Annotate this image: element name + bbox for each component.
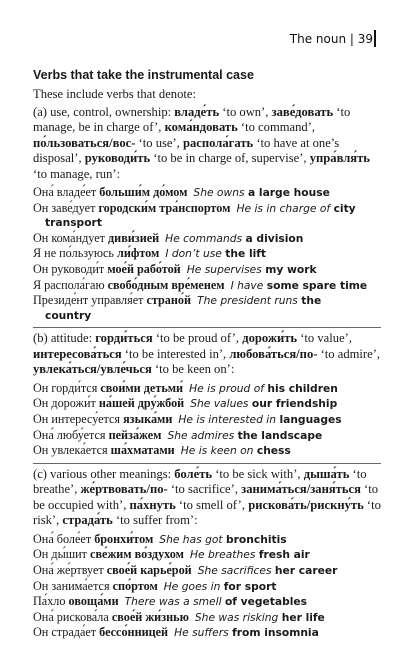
english-translation: She owns: [193, 186, 248, 199]
english-highlight: his children: [267, 381, 338, 395]
example-sentence: [33, 185, 381, 201]
russian-text: Она́ любу́ется: [33, 427, 109, 442]
description-text: ‘to: [349, 466, 367, 481]
english-translation: He breathes: [189, 548, 259, 562]
description-text: ‘to value’,: [297, 331, 352, 346]
example-sentence: [33, 547, 381, 563]
english-highlight: our friendship: [251, 397, 338, 411]
example-sentence: [33, 278, 381, 294]
description-line: [33, 167, 381, 183]
section-b-examples: [33, 381, 381, 459]
description-line: [33, 513, 381, 529]
example-sentence: [33, 594, 381, 610]
description-text: ‘to own’,: [219, 104, 272, 119]
description-text: (b) attitude:: [33, 331, 96, 346]
description-text: ‘to be in charge of, supervise’,: [150, 151, 310, 165]
verb-term: боле́ть: [174, 466, 213, 481]
example-sentence: [33, 262, 381, 278]
english-highlight: for sport: [223, 579, 277, 593]
example-sentence: [33, 443, 381, 459]
russian-text: Она́ владе́ет: [33, 185, 100, 199]
description-text: ‘to be sick with’,: [212, 466, 304, 481]
english-highlight: languages: [279, 413, 342, 427]
section-divider: [33, 327, 381, 328]
description-line: [33, 362, 381, 378]
verb-term: руководи́ть: [84, 151, 151, 165]
example-sentence: [33, 579, 381, 595]
english-translation: He is proud of: [189, 381, 268, 395]
description-text: ‘to admire’,: [317, 346, 381, 361]
english-translation: He suffers: [174, 626, 233, 640]
description-text: (a) use, control, ownership:: [33, 104, 175, 119]
russian-text: Он дорожи́т: [33, 396, 99, 411]
description-line: [33, 120, 381, 136]
description-text: ‘to: [363, 497, 381, 512]
description-line: [33, 105, 381, 121]
section-heading: Verbs that take the instrumental case: [33, 68, 254, 82]
verb-term: кома́ндовать: [164, 120, 238, 134]
description-text: manage, be in charge of’,: [33, 120, 165, 134]
russian-text: Я распола́гаю: [33, 277, 108, 292]
section-c: [33, 467, 381, 641]
verb-term: увлека́ться/увле́чься: [33, 362, 152, 377]
verb-term: любова́ться/по-: [229, 346, 318, 361]
english-highlight-continued: country: [45, 308, 92, 322]
english-translation: He supervises: [186, 262, 266, 276]
section-c-description: [33, 467, 381, 529]
example-sentence: [33, 610, 381, 626]
english-highlight: some spare time: [266, 278, 368, 292]
section-c-examples: [33, 532, 381, 641]
example-sentence: [33, 625, 381, 641]
description-text: breathe’,: [33, 482, 81, 497]
description-text: ‘to command’,: [237, 120, 316, 134]
english-translation: I have: [230, 278, 267, 292]
description-text: ‘to be keen on’:: [151, 362, 235, 377]
russian-text: Он ды́шит: [33, 547, 91, 562]
english-translation: She has got: [159, 532, 227, 546]
description-text: ‘to sacrifice’,: [167, 482, 242, 497]
russian-text: Она́ боле́ет: [33, 531, 95, 546]
russian-instrumental: свое́й жи́знью: [111, 609, 189, 624]
english-highlight: a large house: [247, 186, 330, 199]
example-sentence: [33, 381, 381, 397]
russian-instrumental: овоща́ми: [68, 594, 119, 609]
english-highlight-continued: transport: [45, 216, 102, 230]
verb-term: горди́ться: [95, 331, 153, 346]
verb-term: рискова́ть/рискну́ть: [248, 497, 364, 512]
verb-term: интересова́ться: [33, 346, 122, 361]
russian-text: Он увлека́ется: [33, 443, 111, 458]
section-divider: [33, 463, 381, 464]
russian-instrumental: свои́ми детьми́: [100, 380, 184, 395]
verb-term: по́льзоваться/вос-: [33, 135, 136, 150]
english-translation: He is keen on: [180, 444, 257, 458]
verb-term: па́хнуть: [129, 497, 176, 512]
russian-text: Он страда́ет: [33, 625, 100, 640]
russian-text: Он заве́дует: [33, 200, 99, 215]
description-text: (c) various other meanings:: [33, 466, 175, 481]
description-text: disposal’,: [33, 151, 85, 165]
description-text: be occupied with’,: [33, 497, 130, 512]
example-sentence: [33, 293, 381, 323]
russian-instrumental: пейза́жем: [108, 427, 162, 442]
english-highlight: from insomnia: [232, 626, 319, 640]
russian-instrumental: страно́й: [146, 293, 192, 308]
russian-text: Я не по́льзуюсь: [33, 246, 118, 261]
english-translation: He goes in: [163, 579, 224, 593]
russian-instrumental: диви́зией: [108, 230, 160, 245]
russian-instrumental: на́шей дру́жбой: [98, 396, 185, 411]
example-sentence: [33, 231, 381, 247]
example-sentence: [33, 412, 381, 428]
verb-term: распола́гать: [182, 135, 254, 150]
example-sentence: [33, 201, 381, 231]
description-text: ‘to be proud of’,: [152, 331, 243, 346]
russian-instrumental: мое́й рабо́той: [107, 261, 181, 276]
russian-text: Он занима́ется: [33, 578, 113, 593]
example-sentence: [33, 246, 381, 262]
english-translation: The president runs: [197, 294, 302, 308]
verb-term: же́ртвовать/по-: [80, 482, 168, 497]
english-highlight: my work: [265, 262, 317, 276]
english-highlight: fresh air: [258, 548, 310, 562]
english-translation: She was risking: [194, 610, 282, 624]
verb-term: занима́ться/заня́ться: [241, 482, 361, 497]
section-a: [33, 105, 381, 324]
english-translation: I don’t use: [165, 247, 226, 261]
verb-term: владе́ть: [174, 104, 220, 119]
description-line: [33, 151, 381, 167]
russian-instrumental: ша́хматами: [110, 443, 175, 458]
english-translation: She sacrifices: [197, 564, 275, 577]
russian-text: Она́ же́ртвует: [33, 563, 107, 577]
russian-instrumental: больши́м до́мом: [99, 185, 188, 199]
english-translation: There was a smell: [124, 595, 225, 609]
english-highlight: her career: [274, 564, 338, 577]
russian-instrumental: языка́ми: [123, 412, 173, 427]
verb-term: дорожи́ть: [242, 331, 298, 346]
section-b: [33, 331, 381, 458]
description-text: ‘to manage, run’:: [33, 166, 121, 181]
english-translation: He is interested in: [178, 413, 280, 427]
verb-term: упра́вля́ть: [309, 151, 370, 165]
section-a-description: [33, 105, 381, 183]
running-head-rule: [374, 30, 376, 47]
english-translation: She values: [190, 397, 252, 411]
section-a-examples: [33, 185, 381, 323]
description-line: [33, 467, 381, 483]
description-line: [33, 347, 381, 363]
russian-instrumental: спо́ртом: [112, 578, 158, 593]
russian-instrumental: бронхи́том: [94, 531, 154, 546]
description-line: [33, 331, 381, 347]
english-translation: She admires: [167, 428, 238, 442]
description-text: ‘to use’,: [135, 135, 183, 150]
russian-instrumental: ли́фтом: [117, 246, 160, 261]
russian-text: Он горди́тся: [33, 380, 101, 395]
english-highlight: a division: [245, 231, 304, 245]
english-highlight: bronchitis: [226, 532, 287, 546]
description-text: risk’,: [33, 513, 63, 528]
english-translation: He is in charge of: [236, 201, 334, 215]
russian-instrumental: све́жим во́здухом: [90, 547, 184, 562]
russian-text: Он интересу́ется: [33, 412, 124, 427]
example-sentence: [33, 396, 381, 412]
description-text: ‘to suffer from’:: [112, 513, 198, 528]
english-translation: He commands: [165, 231, 246, 245]
description-line: [33, 482, 381, 498]
english-highlight: chess: [256, 444, 291, 458]
description-line: [33, 136, 381, 152]
russian-text: Президе́нт управля́ет: [33, 293, 147, 308]
description-text: ‘to: [333, 104, 351, 119]
running-head: The noun | 39: [289, 32, 373, 46]
description-line: [33, 498, 381, 514]
verb-term: заве́довать: [271, 104, 334, 119]
description-text: ‘to smell of’,: [175, 497, 249, 512]
russian-instrumental: свое́й карье́рой: [106, 563, 192, 577]
english-highlight: her life: [281, 610, 325, 624]
russian-text: Она́ рискова́ла: [33, 609, 112, 624]
english-highlight: of vegetables: [224, 595, 308, 609]
english-highlight: the lift: [225, 247, 267, 261]
english-highlight: the: [301, 294, 322, 308]
example-sentence: [33, 428, 381, 444]
russian-text: Он кома́ндует: [33, 230, 109, 245]
russian-instrumental: городски́м тра́нспортом: [98, 200, 231, 215]
verb-term: страда́ть: [62, 513, 113, 528]
intro-paragraph: These include verbs that denote:: [33, 87, 196, 101]
english-highlight: the landscape: [237, 428, 323, 442]
page-body: [33, 87, 381, 643]
example-sentence: [33, 563, 381, 579]
description-text: ‘to: [360, 482, 379, 497]
russian-text: Он руководи́т: [33, 261, 108, 276]
section-b-description: [33, 331, 381, 378]
description-text: ‘to be interested in’,: [121, 346, 230, 361]
russian-text: Па́хло: [33, 594, 69, 609]
russian-instrumental: свобо́дным вре́менем: [107, 277, 225, 292]
example-sentence: [33, 532, 381, 548]
english-highlight: city: [333, 201, 356, 215]
russian-instrumental: бессо́нницей: [99, 625, 169, 640]
description-text: ‘to have at one’s: [253, 135, 340, 150]
verb-term: дыша́ть: [303, 466, 350, 481]
